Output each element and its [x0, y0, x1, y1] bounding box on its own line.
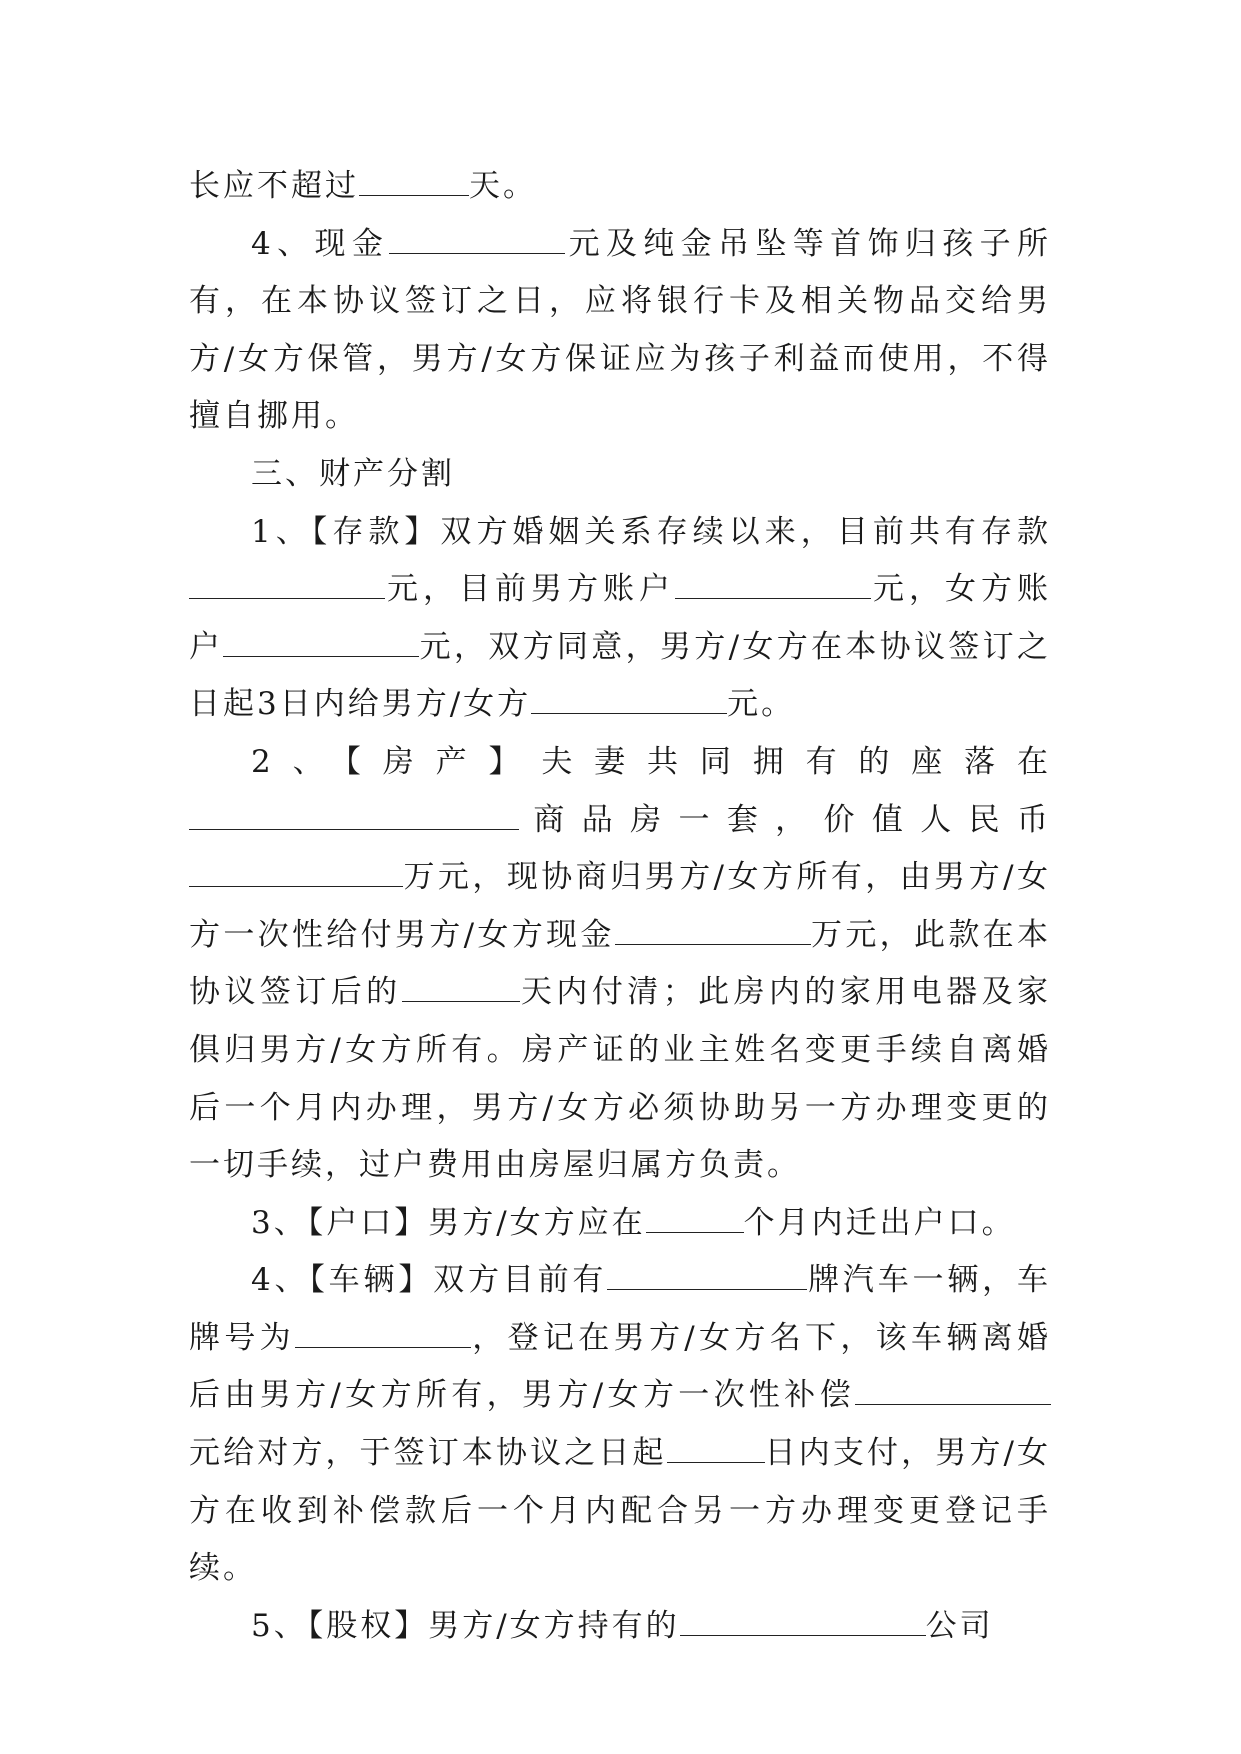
- document-body: [189, 158, 1051, 1655]
- blank-months[interactable]: [646, 1202, 744, 1233]
- paragraph-real-estate: [189, 734, 1051, 1195]
- text-span: 2、【房产】夫妻共同拥有的座落在: [251, 743, 1051, 780]
- text-span: 元。: [727, 686, 796, 723]
- text-span: 4、现金: [251, 225, 390, 262]
- blank-female-account[interactable]: [223, 626, 419, 657]
- text-span: 个月内迁出户口。: [743, 1204, 1016, 1241]
- text-span: 公司: [925, 1607, 994, 1644]
- text-span: 天。: [469, 168, 537, 204]
- paragraph-deposits: [189, 504, 1051, 734]
- paragraph-equity: [189, 1598, 1051, 1656]
- text-span: 元，女方账户: [189, 571, 1051, 665]
- blank-property-location[interactable]: [189, 799, 519, 830]
- text-span: 在本协议签订之日，应将银行卡及相关物品交给男方/女方保管，男方/女方保证应为孩子利益而使用，不得擅自挪用。: [189, 283, 1051, 435]
- text-span: 万元，此款在本协议签订后的: [189, 916, 1051, 1011]
- paragraph-visitation-limit: [189, 158, 1051, 216]
- text-span: 5、【股权】男方/女方持有的: [251, 1607, 680, 1644]
- text-span: 天内付清；此房内的家用电器及家俱归男方/女方所有。房产证的业主姓名变更手续自离婚后一个月内办理，男方/女方必须协助另一方办理变更的一切手续，过户费用由房屋归属方负责。: [189, 974, 1052, 1184]
- text-span: 牌汽车一辆，车牌号为: [189, 1262, 1051, 1356]
- blank-payment-days[interactable]: [402, 971, 520, 1002]
- text-span: 日内支付，男方/女方在收到补偿款后一个月内配合另一方办理变更登记手续。: [189, 1435, 1052, 1587]
- text-span: 元及纯金吊坠等首饰归孩子所有，: [189, 225, 1051, 320]
- blank-property-value[interactable]: [189, 856, 403, 887]
- blank-days[interactable]: [359, 165, 469, 196]
- text-span: 元给对方，于签订本协议之日起: [189, 1435, 667, 1472]
- blank-total-deposit[interactable]: [189, 568, 385, 599]
- blank-transfer-amount[interactable]: [531, 683, 727, 714]
- blank-plate-number[interactable]: [295, 1317, 471, 1348]
- blank-car-brand[interactable]: [607, 1259, 807, 1290]
- text-span: 长应不超过: [189, 168, 359, 204]
- text-span: 万元，现协商归男方/女方所有，由男方/女方一次性给付男方/女方现金: [189, 859, 1051, 953]
- section-heading-property-division: 三、财产分割: [251, 455, 455, 492]
- blank-pay-days[interactable]: [667, 1432, 765, 1463]
- blank-compensation[interactable]: [855, 1374, 1051, 1405]
- text-span: 4、【车辆】双方目前有: [251, 1262, 608, 1299]
- blank-company-name[interactable]: [680, 1605, 926, 1636]
- paragraph-vehicle: [189, 1252, 1051, 1598]
- text-span: 3、【户口】男方/女方应在: [251, 1204, 646, 1241]
- text-span: 1、【存款】双方婚姻关系存续以来，目前共有存款: [251, 513, 1051, 550]
- blank-male-account[interactable]: [675, 568, 871, 599]
- text-span: 商品房一套，价值人民币: [519, 801, 1051, 838]
- paragraph-cash-jewelry: [189, 216, 1051, 446]
- blank-cash-payment[interactable]: [615, 914, 811, 945]
- text-span: 元，双方同意，男方/女方在本协议签订之日起3日内给男方/女方: [189, 628, 1051, 723]
- paragraph-household-registration: [189, 1195, 1051, 1253]
- text-span: 元，目前男方账户: [385, 571, 675, 608]
- blank-cash-amount[interactable]: [389, 223, 565, 254]
- text-span: ，登记在男方/女方名下，该车辆离婚后由男方/女方所有，男方/女方一次性补偿: [189, 1319, 1051, 1414]
